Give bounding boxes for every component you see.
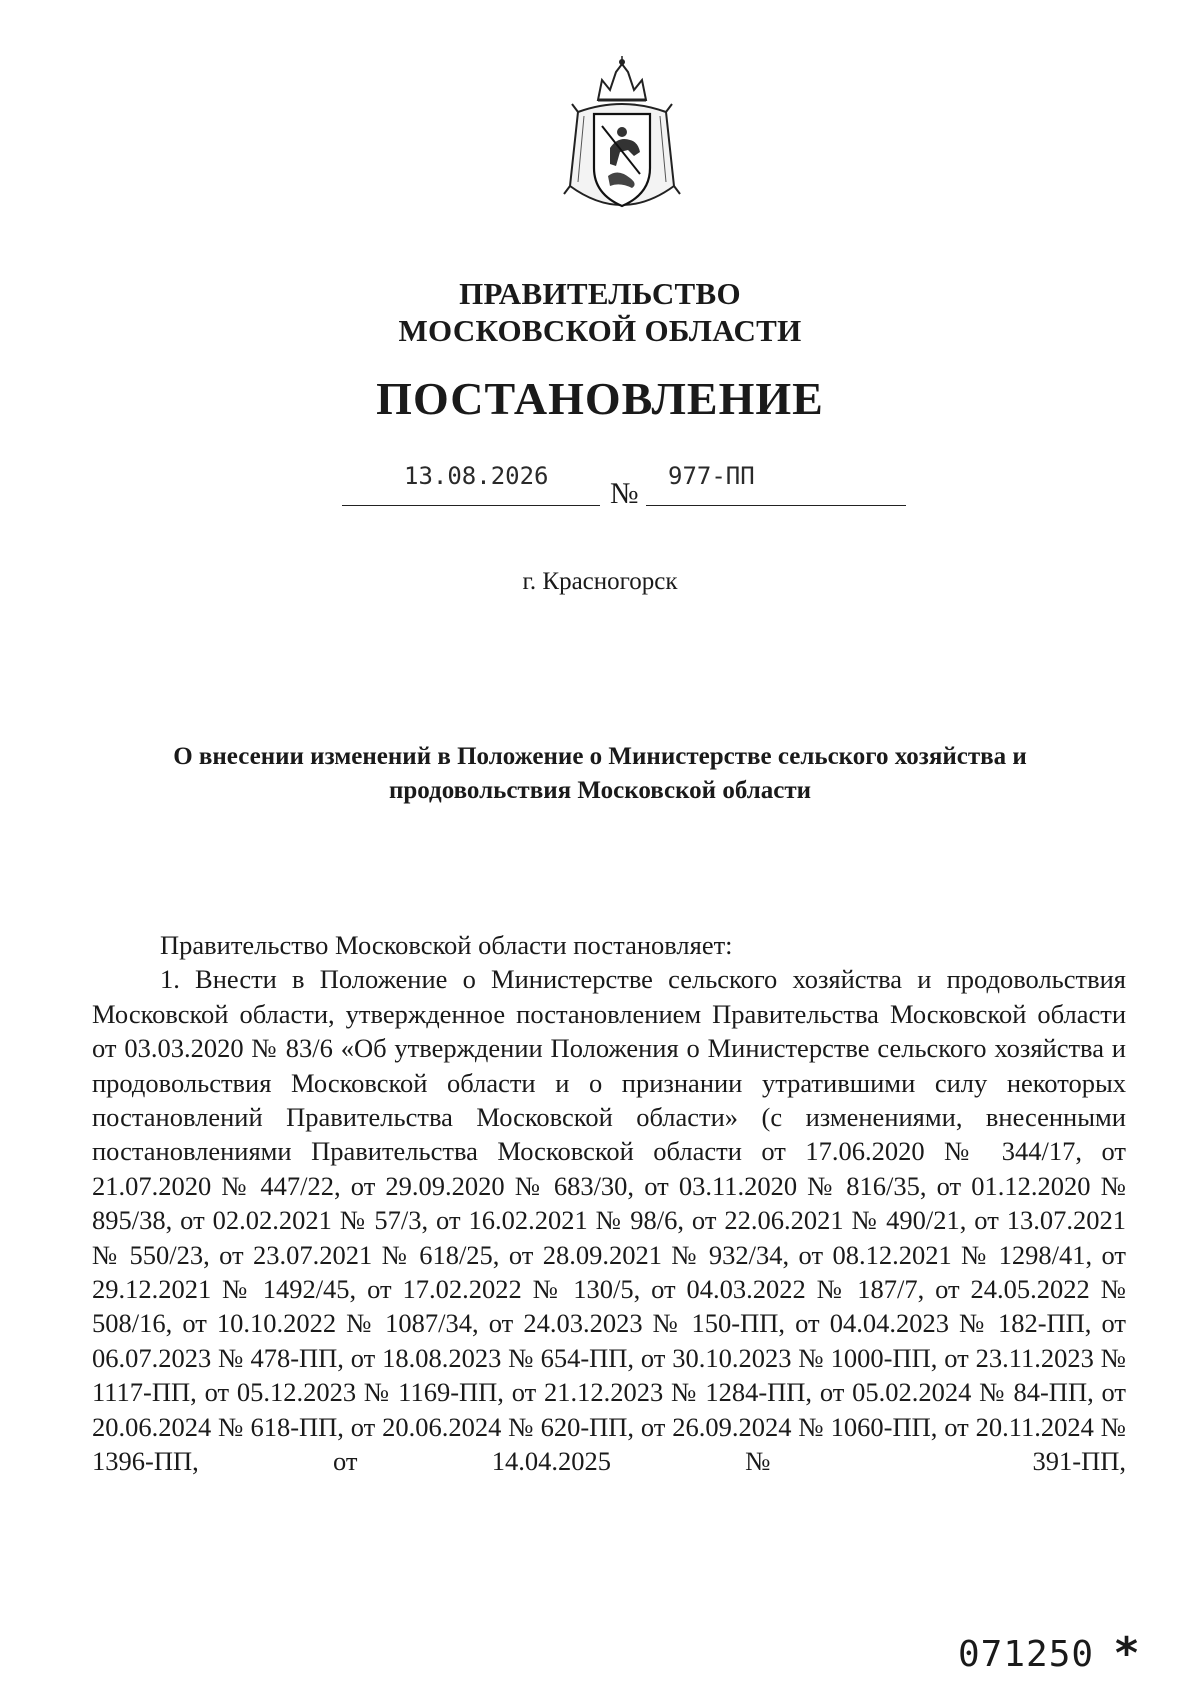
document-type: ПОСТАНОВЛЕНИЕ — [376, 373, 824, 424]
number-underline — [646, 505, 906, 506]
stamp-asterisk: * — [1115, 1628, 1139, 1679]
date-underline — [342, 505, 600, 506]
city-name: г. Красногорск — [522, 568, 678, 595]
registration-stamp-number: 071250 — [958, 1634, 1095, 1675]
org-name-line2: МОСКОВСКОЙ ОБЛАСТИ — [398, 313, 802, 348]
number-sign: № — [610, 477, 639, 510]
document-date: 13.08.2026 — [404, 462, 549, 490]
intro-paragraph: Правительство Московской области постановляет: — [160, 930, 733, 960]
document-body — [92, 928, 1126, 1479]
item-1-paragraph: 1. Внести в Положение о Министерстве сельского хозяйства и продовольствия Московской области, утвержденное постановлением Правительства Московской области от 03.03.2020 № 83/6 «Об утверждении Положения о Министерстве сельского хозяйства и продовольствия Московской области и о признании утратившими силу некоторых постановлений Правительства Московской области» (с изменениями, внесенными постановлениями Правительства Московской области от 17.06.2020 № 344/17, от 21.07.2020 № 447/22, от 29.09.2020 № 683/30, от 03.11.2020 № 816/35, от 01.12.2020 № 895/38, от 02.02.2021 № 57/3, от 16.02.2021 № 98/6, от 22.06.2021 № 490/21, от 13.07.2021 № 550/23, от 23.07.2021 № 618/25, от 28.09.2021 № 932/34, от 08.12.2021 № 1298/41, от 29.12.2021 № 1492/45, от 17.02.2022 № 130/5, от 04.03.2022 № 187/7, от 24.05.2022 № 508/16, от 10.10.2022 № 1087/34, от 24.03.2023 № 150-ПП, от 04.04.2023 № 182-ПП, от 06.07.2023 № 478-ПП, от 18.08.2023 № 654-ПП, от 30.10.2023 № 1000-ПП, от 23.11.2023 № 1117-ПП, от 05.12.2023 № 1169-ПП, от 21.12.2023 № 1284-ПП, от 05.02.2024 № 84-ПП, от 20.06.2024 № 618-ПП, от 20.06.2024 № 620-ПП, от 26.09.2024 № 1060-ПП, от 20.11.2024 № 1396-ПП, от 14.04.2025 № 391-ПП, — [92, 964, 1126, 1477]
moscow-oblast-coat-of-arms-icon — [558, 56, 686, 224]
document-number: 977-ПП — [668, 462, 755, 490]
document-title: О внесении изменений в Положение о Министерстве сельского хозяйства и продовольствия Московской области — [173, 743, 1027, 804]
org-name-line1: ПРАВИТЕЛЬСТВО — [459, 276, 741, 311]
